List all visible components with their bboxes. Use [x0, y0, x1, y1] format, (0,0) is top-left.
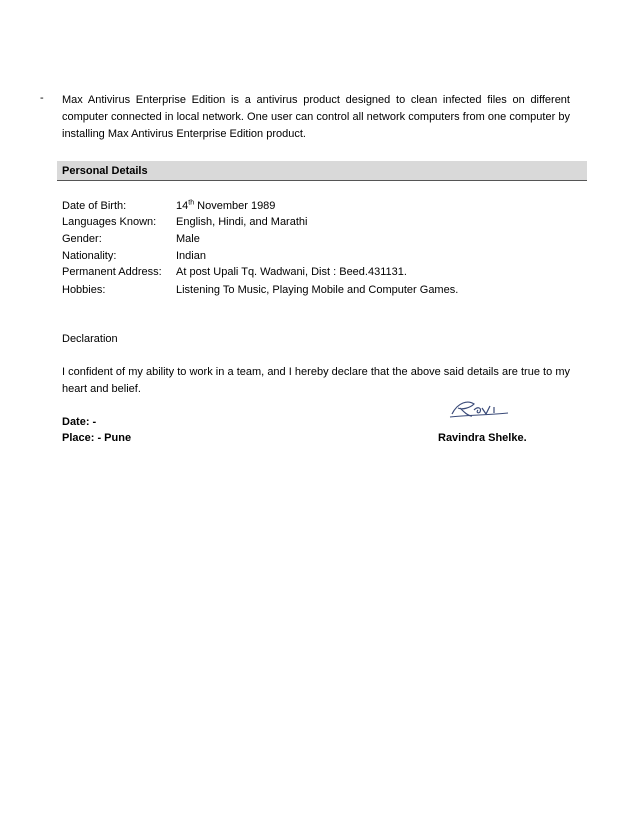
- detail-value: Listening To Music, Playing Mobile and Computer Games.: [176, 284, 459, 296]
- detail-value: Indian: [176, 250, 206, 262]
- bullet-dash: -: [40, 92, 44, 104]
- detail-value: 14th November 1989: [176, 199, 276, 212]
- signatory-name: Ravindra Shelke.: [438, 432, 527, 444]
- detail-label: Date of Birth:: [62, 200, 127, 212]
- detail-value: English, Hindi, and Marathi: [176, 216, 308, 228]
- detail-label: Languages Known:: [62, 216, 157, 228]
- place-label: Place: - Pune: [62, 432, 132, 444]
- date-label: Date: -: [62, 416, 97, 428]
- detail-label: Hobbies:: [62, 284, 106, 296]
- detail-value: At post Upali Tq. Wadwani, Dist : Beed.431131.: [176, 266, 407, 278]
- declaration-heading: Declaration: [62, 333, 118, 345]
- detail-label: Nationality:: [62, 250, 117, 262]
- detail-label: Gender:: [62, 233, 102, 245]
- declaration-text: I confident of my ability to work in a team, and I hereby declare that the above said details are true to my heart and belief.: [62, 366, 570, 395]
- project-description: Max Antivirus Enterprise Edition is a antivirus product designed to clean infected files on different computer connected in local network. One user can control all network computers from one computer by installing Max Antivirus Enterprise Edition product.: [62, 94, 570, 140]
- section-title-personal-details: Personal Details: [62, 165, 148, 177]
- signature-image: [448, 396, 512, 420]
- detail-value: Male: [176, 233, 200, 245]
- detail-label: Permanent Address:: [62, 266, 162, 278]
